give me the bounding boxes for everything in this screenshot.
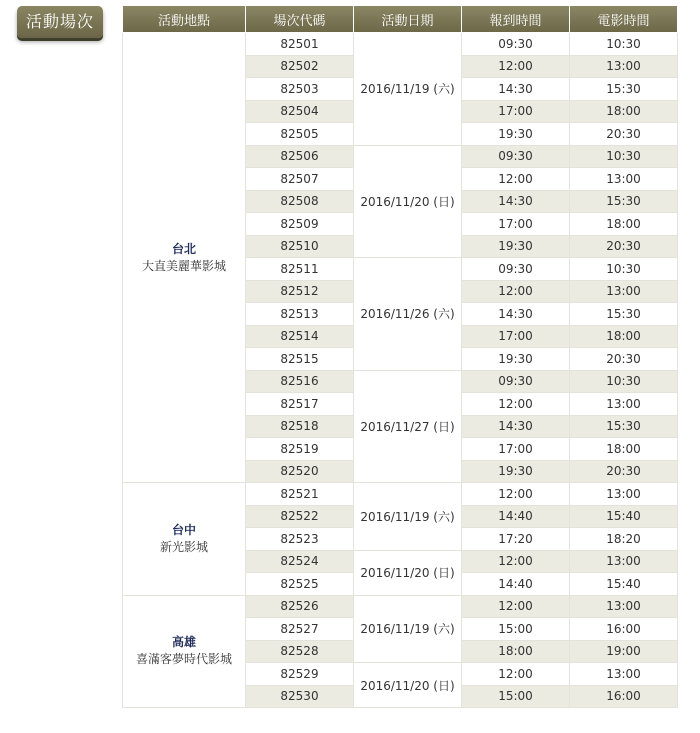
session-code: 82502 [246, 55, 354, 78]
session-code: 82509 [246, 213, 354, 236]
checkin-time: 12:00 [462, 483, 570, 506]
checkin-time: 17:00 [462, 100, 570, 123]
header-venue: 活動地點 [123, 6, 246, 33]
checkin-time: 14:30 [462, 415, 570, 438]
venue-cell [123, 595, 246, 708]
header-movie-time: 電影時間 [570, 6, 678, 33]
venue-hall: 新光影城 [159, 539, 208, 554]
checkin-time: 15:00 [462, 618, 570, 641]
movie-time: 18:20 [570, 528, 678, 551]
checkin-time: 19:30 [462, 348, 570, 371]
session-code: 82511 [246, 258, 354, 281]
movie-time: 16:00 [570, 685, 678, 708]
session-code: 82529 [246, 663, 354, 686]
movie-time: 13:00 [570, 280, 678, 303]
table-row [123, 595, 678, 618]
table-row [123, 33, 678, 56]
session-code: 82519 [246, 438, 354, 461]
session-code: 82528 [246, 640, 354, 663]
checkin-time: 17:00 [462, 438, 570, 461]
event-date: 2016/11/27 (日) [354, 370, 462, 483]
session-code: 82513 [246, 303, 354, 326]
movie-time: 13:00 [570, 595, 678, 618]
movie-time: 15:40 [570, 505, 678, 528]
checkin-time: 12:00 [462, 393, 570, 416]
checkin-time: 14:30 [462, 190, 570, 213]
session-code: 82504 [246, 100, 354, 123]
venue-city: 台中 [171, 522, 196, 537]
movie-time: 13:00 [570, 550, 678, 573]
movie-time: 18:00 [570, 100, 678, 123]
session-code: 82530 [246, 685, 354, 708]
section-tag: 活動場次 [17, 6, 103, 38]
checkin-time: 09:30 [462, 33, 570, 56]
event-date: 2016/11/26 (六) [354, 258, 462, 371]
movie-time: 20:30 [570, 235, 678, 258]
header-event-date: 活動日期 [354, 6, 462, 33]
checkin-time: 19:30 [462, 235, 570, 258]
session-code: 82506 [246, 145, 354, 168]
session-code: 82514 [246, 325, 354, 348]
event-date: 2016/11/20 (日) [354, 663, 462, 708]
schedule-table [122, 6, 678, 708]
checkin-time: 14:40 [462, 573, 570, 596]
checkin-time: 15:00 [462, 685, 570, 708]
session-code: 82522 [246, 505, 354, 528]
checkin-time: 14:30 [462, 78, 570, 101]
header-row [123, 6, 678, 33]
session-code: 82515 [246, 348, 354, 371]
checkin-time: 14:40 [462, 505, 570, 528]
session-code: 82501 [246, 33, 354, 56]
header-checkin-time: 報到時間 [462, 6, 570, 33]
session-code: 82525 [246, 573, 354, 596]
movie-time: 13:00 [570, 168, 678, 191]
session-code: 82517 [246, 393, 354, 416]
checkin-time: 09:30 [462, 145, 570, 168]
session-code: 82518 [246, 415, 354, 438]
session-code: 82526 [246, 595, 354, 618]
checkin-time: 12:00 [462, 168, 570, 191]
event-date: 2016/11/20 (日) [354, 550, 462, 595]
header-session-code: 場次代碼 [246, 6, 354, 33]
movie-time: 15:30 [570, 190, 678, 213]
session-code: 82523 [246, 528, 354, 551]
checkin-time: 17:00 [462, 325, 570, 348]
movie-time: 18:00 [570, 438, 678, 461]
event-date: 2016/11/19 (六) [354, 483, 462, 551]
checkin-time: 19:30 [462, 123, 570, 146]
movie-time: 13:00 [570, 483, 678, 506]
event-date: 2016/11/19 (六) [354, 33, 462, 146]
checkin-time: 12:00 [462, 663, 570, 686]
event-date: 2016/11/20 (日) [354, 145, 462, 258]
movie-time: 15:30 [570, 303, 678, 326]
session-code: 82507 [246, 168, 354, 191]
checkin-time: 12:00 [462, 55, 570, 78]
checkin-time: 14:30 [462, 303, 570, 326]
checkin-time: 09:30 [462, 370, 570, 393]
venue-hall: 喜滿客夢時代影城 [135, 652, 232, 667]
movie-time: 15:30 [570, 415, 678, 438]
session-code: 82521 [246, 483, 354, 506]
session-code: 82524 [246, 550, 354, 573]
movie-time: 10:30 [570, 145, 678, 168]
movie-time: 20:30 [570, 348, 678, 371]
checkin-time: 17:20 [462, 528, 570, 551]
movie-time: 13:00 [570, 55, 678, 78]
checkin-time: 09:30 [462, 258, 570, 281]
session-code: 82508 [246, 190, 354, 213]
movie-time: 20:30 [570, 123, 678, 146]
checkin-time: 19:30 [462, 460, 570, 483]
movie-time: 20:30 [570, 460, 678, 483]
event-date: 2016/11/19 (六) [354, 595, 462, 663]
movie-time: 18:00 [570, 213, 678, 236]
table-row [123, 483, 678, 506]
movie-time: 10:30 [570, 33, 678, 56]
session-code: 82520 [246, 460, 354, 483]
venue-cell [123, 33, 246, 483]
movie-time: 13:00 [570, 393, 678, 416]
checkin-time: 12:00 [462, 550, 570, 573]
movie-time: 15:30 [570, 78, 678, 101]
session-code: 82510 [246, 235, 354, 258]
movie-time: 10:30 [570, 370, 678, 393]
checkin-time: 12:00 [462, 280, 570, 303]
session-code: 82527 [246, 618, 354, 641]
session-code: 82503 [246, 78, 354, 101]
movie-time: 13:00 [570, 663, 678, 686]
venue-hall: 大直美麗華影城 [141, 258, 226, 273]
session-code: 82516 [246, 370, 354, 393]
checkin-time: 12:00 [462, 595, 570, 618]
session-code: 82505 [246, 123, 354, 146]
movie-time: 15:40 [570, 573, 678, 596]
movie-time: 19:00 [570, 640, 678, 663]
checkin-time: 18:00 [462, 640, 570, 663]
schedule-body [123, 33, 678, 708]
checkin-time: 17:00 [462, 213, 570, 236]
session-code: 82512 [246, 280, 354, 303]
venue-cell [123, 483, 246, 596]
venue-city: 台北 [171, 241, 196, 256]
movie-time: 18:00 [570, 325, 678, 348]
movie-time: 10:30 [570, 258, 678, 281]
venue-city: 高雄 [171, 635, 196, 650]
movie-time: 16:00 [570, 618, 678, 641]
